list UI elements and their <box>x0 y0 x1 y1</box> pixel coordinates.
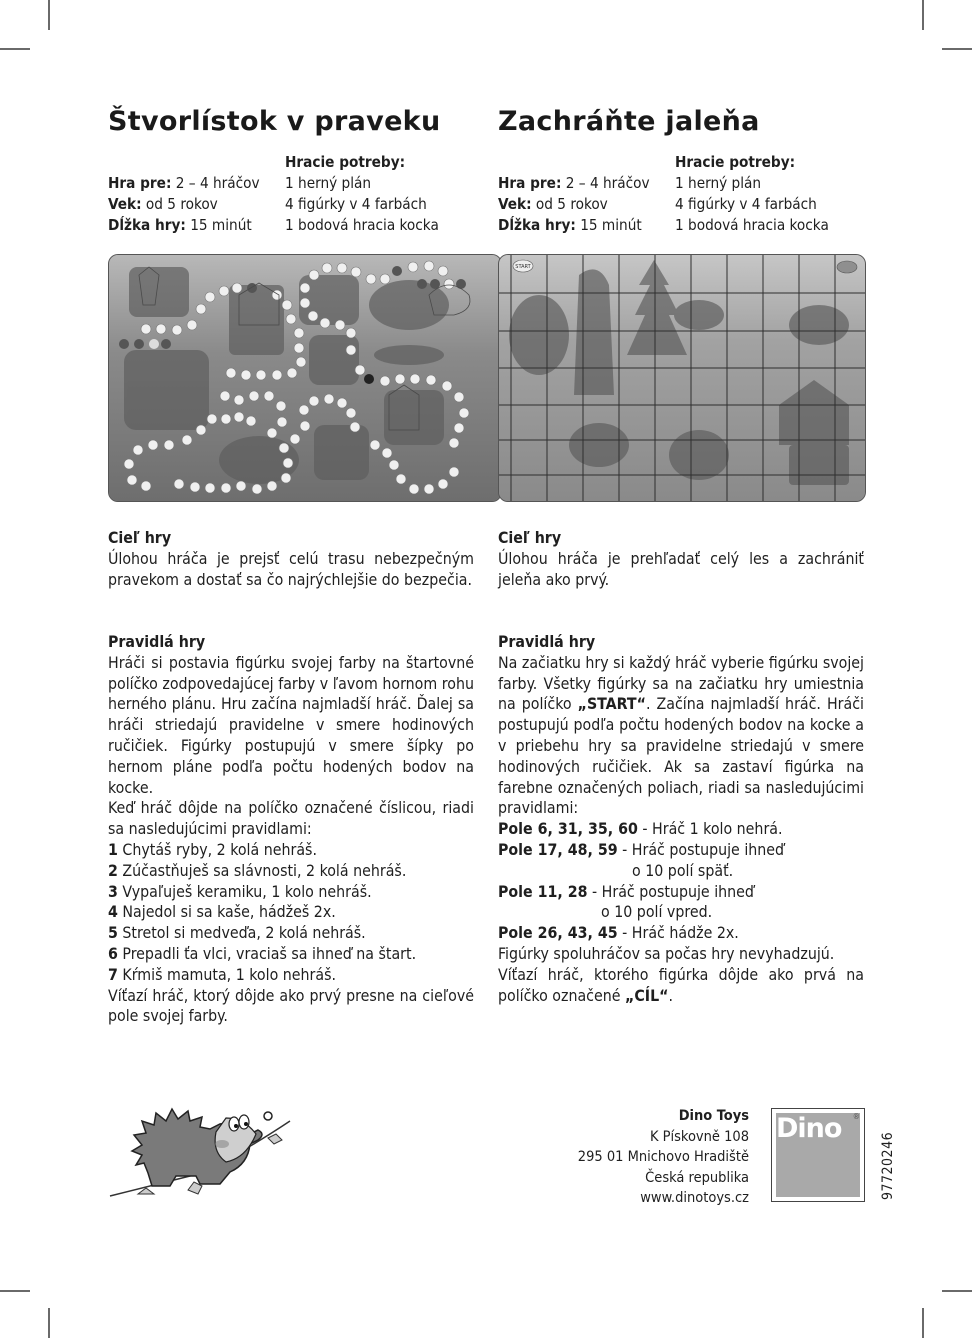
right-rules-section <box>498 632 864 1006</box>
start-label: START <box>515 264 531 270</box>
supply-item: 4 figúrky v 4 farbách <box>675 195 817 213</box>
goal-field-label: „CÍL“ <box>625 985 669 1005</box>
right-goal-heading: Cieľ hry <box>498 528 562 547</box>
forest-board-image <box>498 254 866 502</box>
left-game-header <box>108 100 474 238</box>
right-rules-heading: Pravidlá hry <box>498 632 596 651</box>
field-rule-4: Pole 26, 43, 45 - Hráč hádže 2x. <box>498 923 739 943</box>
crop-mark <box>922 1308 924 1338</box>
rule-item-6: 6 Prepadli ťa vlci, vraciaš sa ihneď na štart. <box>108 943 417 963</box>
dino-logo <box>771 1108 865 1202</box>
right-rules-outro-2: Víťazí hráč, ktorého figúrka dôjde ako prvá na políčko označené „CÍL“. <box>498 964 864 1005</box>
players-value: 2 – 4 hráčov <box>561 174 650 192</box>
left-goal-text: Úlohou hráča je prejsť celú trasu nebezpečným pravekom a dostať sa čo najrýchlejšie do bezpečia. <box>108 548 474 589</box>
supplies-heading: Hracie potreby: <box>675 153 796 171</box>
field-rule-3-cont: o 10 polí vpred. <box>601 902 713 922</box>
age-label: Vek: <box>108 195 142 213</box>
rule-item-3: 3 Vypaľuješ keramiku, 1 kolo nehráš. <box>108 881 372 901</box>
crop-mark <box>0 1290 30 1292</box>
players-label: Hra pre: <box>498 174 562 192</box>
crop-mark <box>0 48 30 50</box>
left-goal-heading: Cieľ hry <box>108 528 172 547</box>
field-rule-3: Pole 11, 28 - Hráč postupuje ihneď <box>498 881 754 901</box>
duration-value: 15 minút <box>185 216 252 234</box>
board-path-illustration <box>109 255 501 501</box>
duration-value: 15 minút <box>575 216 642 234</box>
right-rules-outro-1: Figúrky spoluhráčov sa počas hry nevyhadzujú. <box>498 943 835 963</box>
right-goal-section <box>498 528 864 590</box>
duration-label: Dĺžka hry: <box>498 216 576 234</box>
age-value: od 5 rokov <box>531 195 608 213</box>
left-rules-numbered-intro: Keď hráč dôjde na políčko označené číslicou, riadi sa nasledujúcimi pravidlami: <box>108 798 474 839</box>
crop-mark <box>942 1290 972 1292</box>
supply-item: 1 herný plán <box>285 174 372 192</box>
age-value: od 5 rokov <box>141 195 218 213</box>
hedgehog-illustration <box>108 1078 298 1203</box>
field-rule-2: Pole 17, 48, 59 - Hráč postupuje ihneď <box>498 839 785 859</box>
company-address <box>578 1106 749 1209</box>
left-rules-heading: Pravidlá hry <box>108 632 206 651</box>
crop-mark <box>48 0 50 30</box>
right-game-title: Zachráňte jaleňa <box>498 106 760 137</box>
right-rules-intro: Na začiatku hry si každý hráč vyberie figúrku svojej farby. Všetky figúrky sa na začiatku hry umiestnia na políčko „START“. Začína najmladší hráč. Hráči postupujú podľa počtu hodených bodov na kocke a v priebehu hry sa pravidelne striedajú v smere hodinových ručičiek. Ak sa zastaví figúrka na farebne označených poliach, riadi sa nasledujúcimi pravidlami: <box>498 652 864 818</box>
players-value: 2 – 4 hráčov <box>171 174 260 192</box>
duration-label: Dĺžka hry: <box>108 216 186 234</box>
rule-item-7: 7 Kŕmiš mamuta, 1 kolo nehráš. <box>108 964 337 984</box>
registered-mark-icon: ® <box>852 1112 860 1121</box>
supply-item: 1 bodová hracia kocka <box>675 216 829 234</box>
left-goal-section <box>108 528 474 590</box>
company-name: Dino Toys <box>678 1108 749 1124</box>
age-label: Vek: <box>498 195 532 213</box>
address-line: K Pískovně 108 <box>649 1128 749 1145</box>
board-grid-illustration <box>499 255 865 501</box>
left-rules-intro: Hráči si postavia figúrku svojej farby na štartovné políčko zodpovedajúcej farby v ľavom hornom rohu herného plánu. Hru začína najmladší hráč. Ďalej sa hráči striedajú pravidelne v smere hodinových ručičiek. Figúrky postupujú v smere šípky po hernom pláne podľa počtu hodených bodov na kocke. <box>108 652 474 797</box>
crop-mark <box>922 0 924 30</box>
supplies-heading: Hracie potreby: <box>285 153 406 171</box>
left-game-title: Štvorlístok v praveku <box>108 106 441 137</box>
product-code: 97720246 <box>880 1131 896 1200</box>
rule-item-5: 5 Stretol si medveďa, 2 kolá nehráš. <box>108 923 366 943</box>
players-label: Hra pre: <box>108 174 172 192</box>
prehistoric-board-image <box>108 254 502 502</box>
field-rule-1: Pole 6, 31, 35, 60 - Hráč 1 kolo nehrá. <box>498 819 783 839</box>
logo-text: Dino <box>776 1113 842 1144</box>
right-game-header <box>498 100 864 238</box>
left-rules-outro: Víťazí hráč, ktorý dôjde ako prvý presne na cieľové pole svojej farby. <box>108 985 474 1026</box>
left-game-meta <box>108 152 474 238</box>
rule-item-4: 4 Najedol si sa kaše, hádžeš 2x. <box>108 902 336 922</box>
right-game-meta <box>498 152 864 238</box>
right-goal-text: Úlohou hráča je prehľadať celý les a zachrániť jeleňa ako prvý. <box>498 548 864 589</box>
rule-item-2: 2 Zúčastňuješ sa slávnosti, 2 kolá nehráš. <box>108 860 407 880</box>
supply-item: 4 figúrky v 4 farbách <box>285 195 427 213</box>
address-line: 295 01 Mnichovo Hradiště <box>577 1149 749 1165</box>
start-field-label: „START“ <box>577 694 646 714</box>
rule-item-1: 1 Chytáš ryby, 2 kolá nehráš. <box>108 839 317 859</box>
address-line: Česká republika <box>645 1169 749 1186</box>
field-rule-2-cont: o 10 polí späť. <box>632 860 734 880</box>
supply-item: 1 bodová hracia kocka <box>285 216 439 234</box>
website-link[interactable]: www.dinotoys.cz <box>640 1190 749 1206</box>
crop-mark <box>48 1308 50 1338</box>
left-rules-section <box>108 632 474 1027</box>
crop-mark <box>942 48 972 50</box>
supply-item: 1 herný plán <box>675 174 762 192</box>
